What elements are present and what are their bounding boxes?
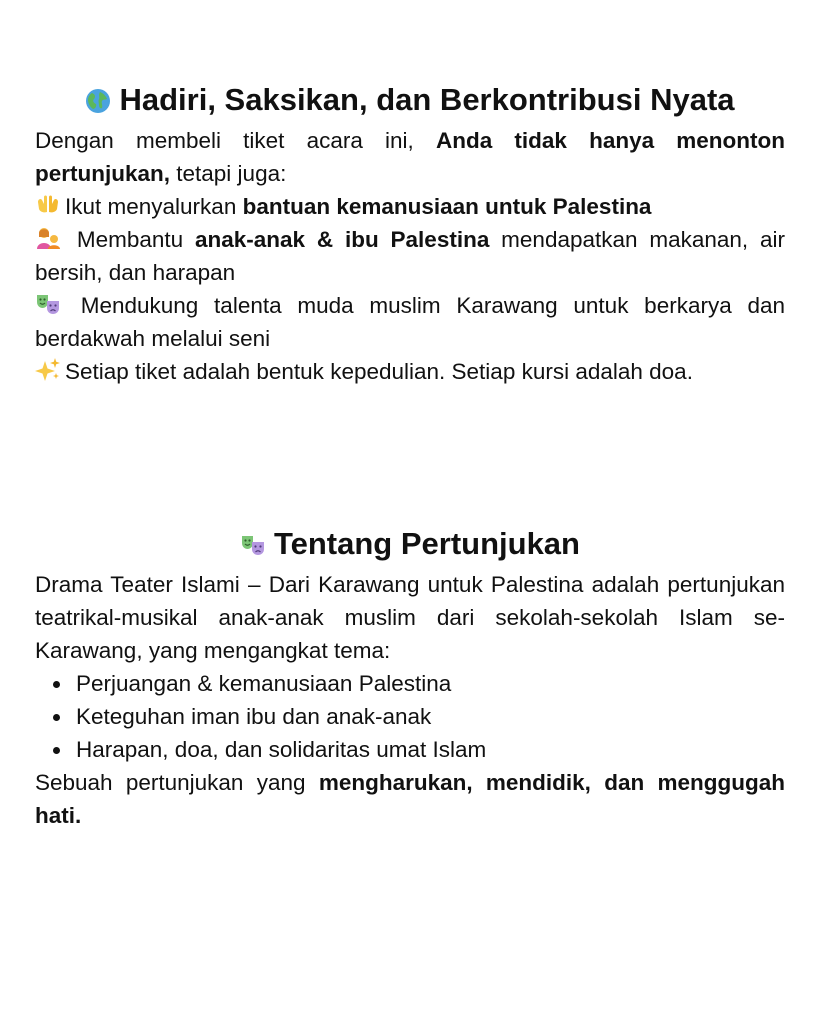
intro-text-end: tetapi juga: [170, 161, 287, 186]
section-title-text: Tentang Pertunjukan [273, 526, 580, 561]
globe-icon [85, 88, 111, 114]
bullet-text: Keteguhan iman ibu dan anak-anak [76, 704, 432, 729]
list-item [35, 223, 785, 289]
theater-masks-icon [240, 532, 266, 558]
item-text-end: mendapatkan makanan, air bersih, dan harapan [35, 227, 786, 285]
closing-bold-text: mengharukan, mendidik, dan menggugah hati. [35, 770, 785, 828]
intro-text: Dengan membeli tiket acara ini, [35, 128, 436, 153]
open-hands-icon [35, 192, 61, 218]
list-item [35, 289, 785, 355]
list-item [35, 700, 785, 733]
closing-paragraph [35, 766, 785, 832]
item-text: Ikut menyalurkan [65, 194, 243, 219]
intro-bold-text: Anda tidak hanya menonton pertunjukan, [35, 128, 786, 186]
section-title-about [35, 524, 785, 564]
bullet-text: Harapan, doa, dan solidaritas umat Islam [76, 737, 487, 762]
bullet-dot [53, 681, 60, 688]
intro-paragraph [35, 124, 785, 190]
bullet-dot [53, 747, 60, 754]
theme-list [35, 667, 785, 766]
mother-child-icon [35, 225, 61, 251]
item-text: Membantu [65, 227, 195, 252]
section-about-show [35, 524, 785, 832]
about-paragraph: Drama Teater Islami – Dari Karawang untuk Palestina adalah pertunjukan teatrikal-musikal anak-anak muslim dari sekolah-sekolah Islam se-Karawang, yang mengangkat tema: [35, 572, 785, 663]
closing-text: Sebuah pertunjukan yang [35, 770, 319, 795]
theater-masks-icon [35, 291, 61, 317]
list-item [35, 733, 785, 766]
list-item [35, 355, 785, 388]
item-text: Setiap tiket adalah bentuk kepedulian. Setiap kursi adalah doa. [65, 359, 693, 384]
item-bold-text: bantuan kemanusiaan untuk Palestina [242, 194, 652, 219]
section-contribute [35, 80, 785, 388]
sparkles-icon [35, 357, 61, 383]
list-item [35, 667, 785, 700]
item-bold-text: anak-anak & ibu Palestina [194, 227, 490, 252]
section-title-contribute [35, 80, 785, 120]
bullet-dot [53, 714, 60, 721]
list-item [35, 190, 785, 223]
bullet-text: Perjuangan & kemanusiaan Palestina [76, 671, 452, 696]
section-title-text: Hadiri, Saksikan, dan Berkontribusi Nyata [119, 82, 735, 117]
item-text: Mendukung talenta muda muslim Karawang untuk berkarya dan berdakwah melalui seni [35, 293, 785, 351]
